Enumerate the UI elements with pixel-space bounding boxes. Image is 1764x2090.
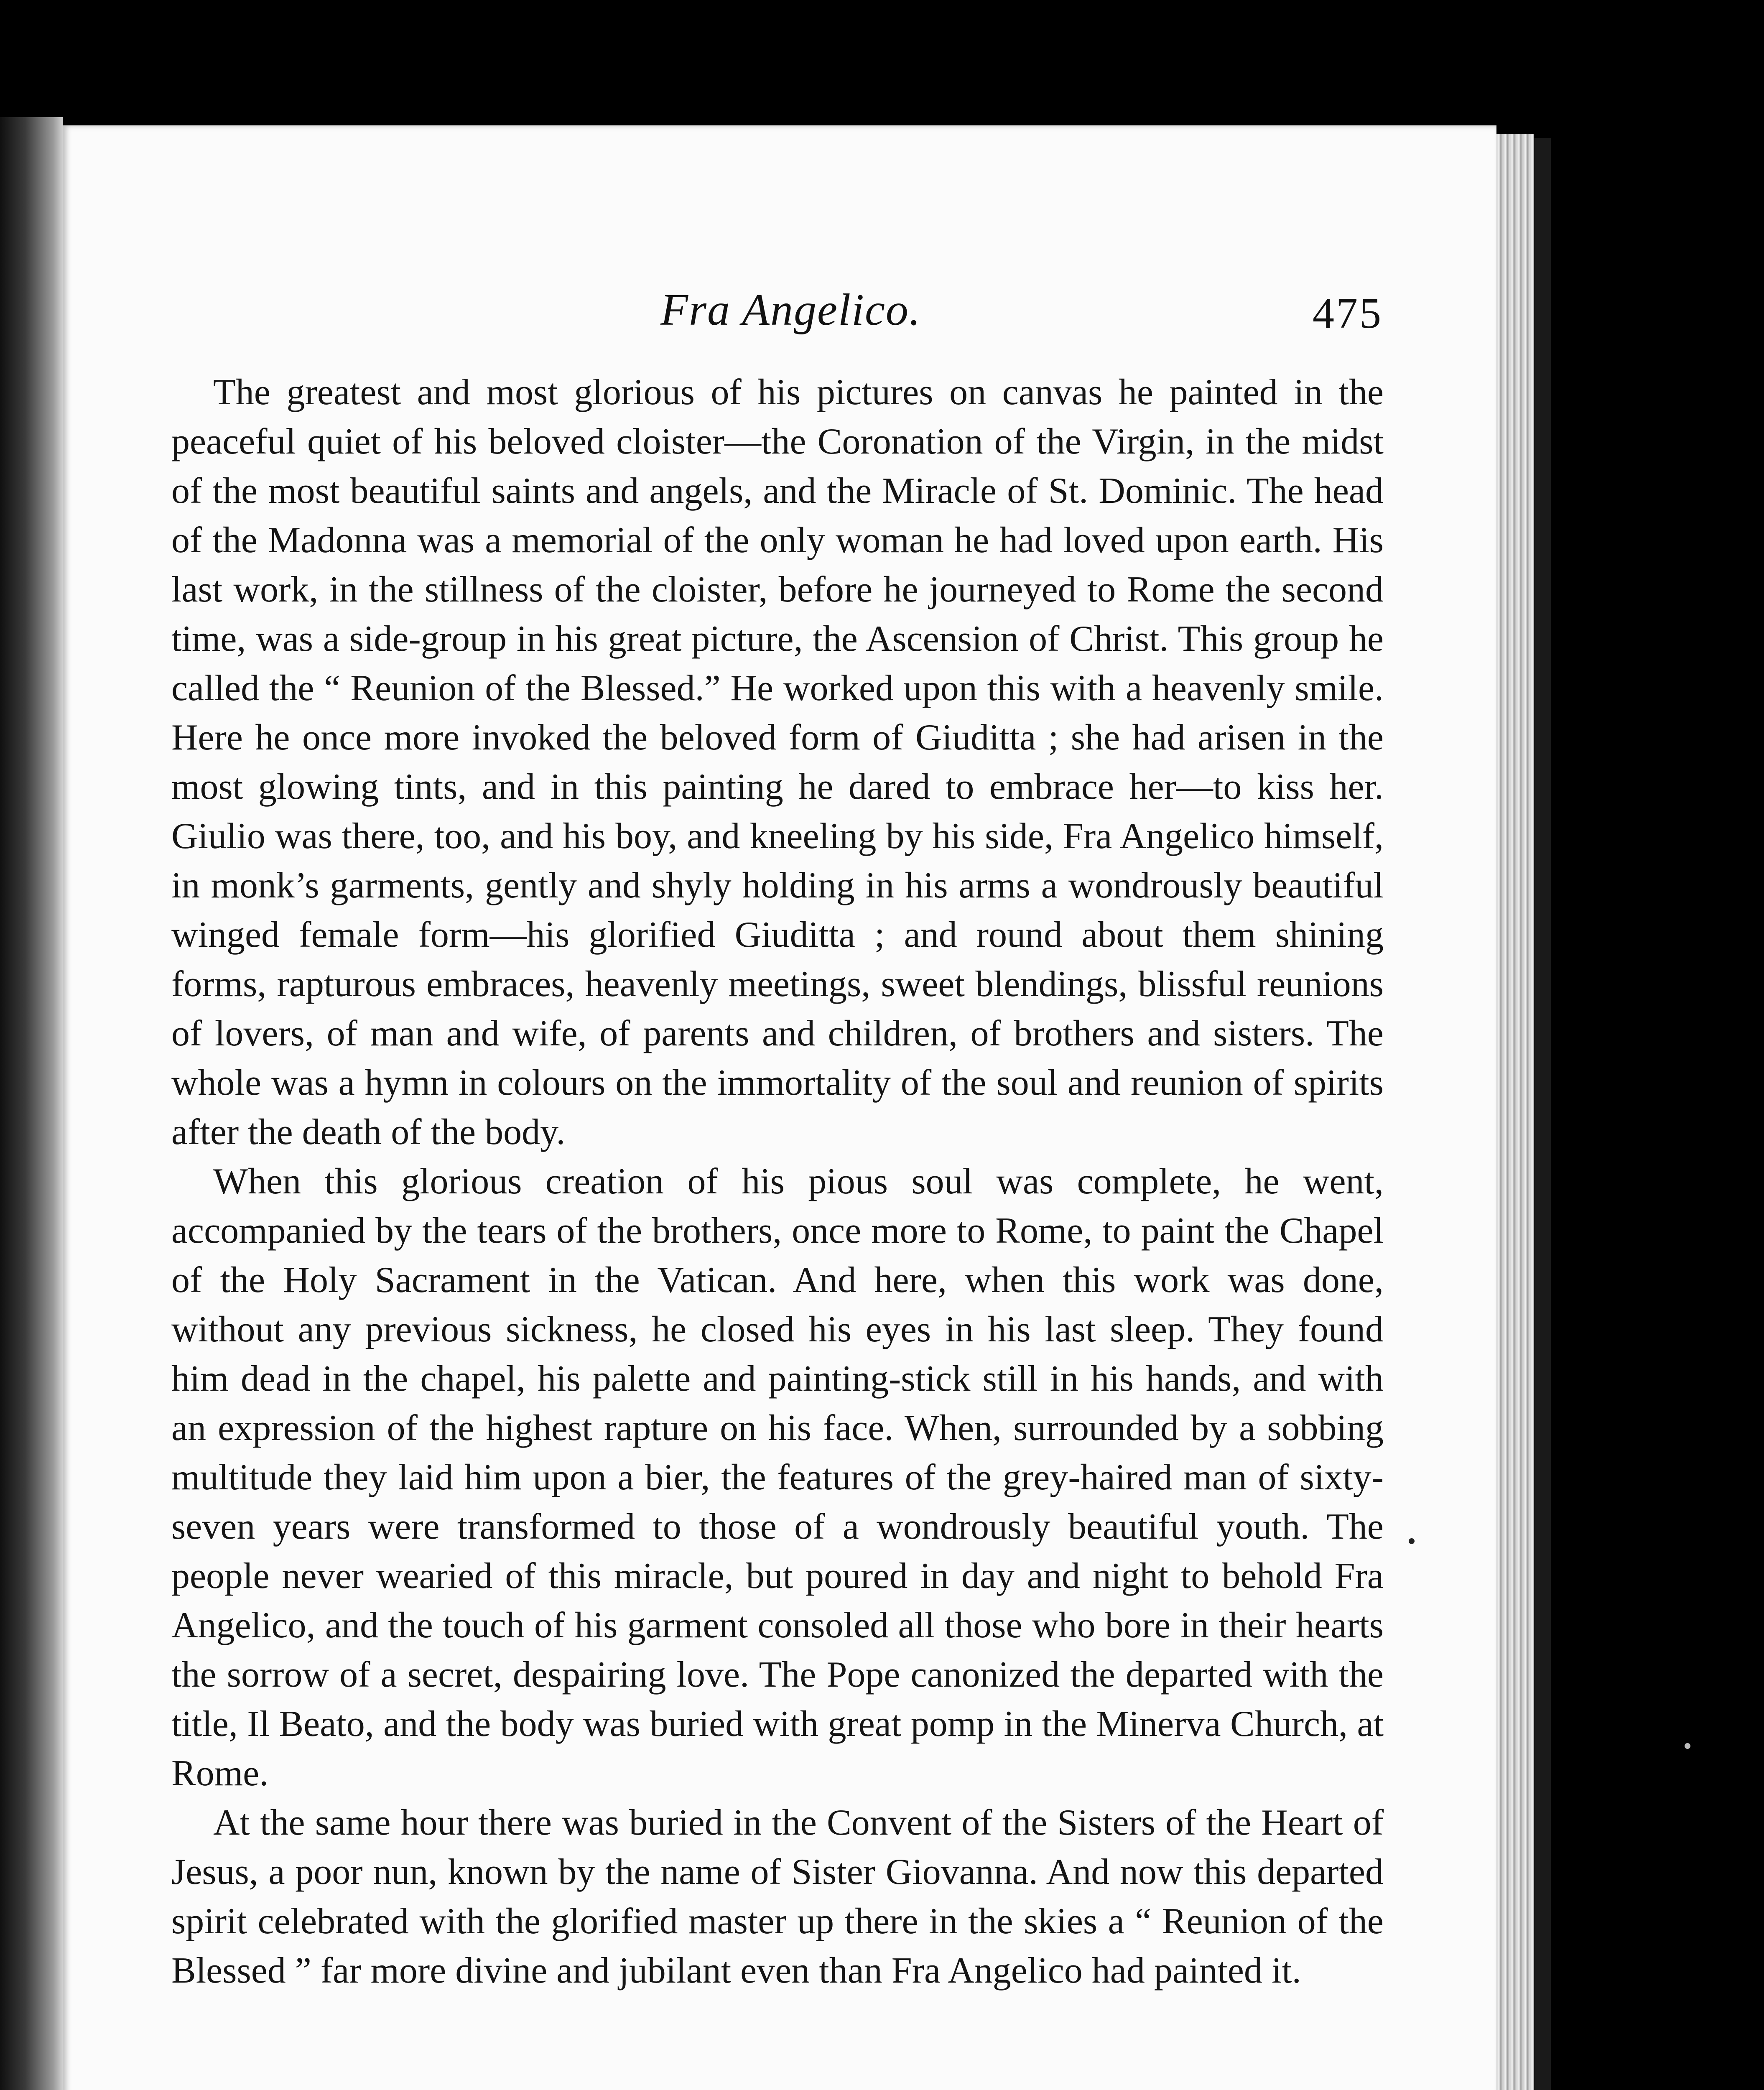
running-head: Fra Angelico. <box>660 285 921 335</box>
paragraph-1: The greatest and most glorious of his pictures on canvas he painted in the peaceful quiet of his beloved cloister—the Coronation of the Virgin, in the midst of the most beautiful saints and angels, and the Miracle of St. Dominic. The head of the Madonna was a memorial of the only woman he had loved upon earth. His last work, in the stillness of the cloister, before he journeyed to Rome the second time, was a side-group in his great picture, the Ascension of Christ. This group he called the “ Reunion of the Blessed.” He worked upon this with a heavenly smile. Here he once more invoked the beloved form of Giuditta ; she had arisen in the most glowing tints, and in this painting he dared to embrace her—to kiss her. Giulio was there, too, and his boy, and kneeling by his side, Fra Angelico himself, in monk’s garments, gently and shyly holding in his arms a wondrously beautiful winged female form—his glorified Giuditta ; and round about them shining forms, rapturous embraces, heavenly meetings, sweet blendings, blissful reunions of lovers, of man and wife, of parents and children, of brothers and sisters. The whole was a hymn in colours on the immortality of the soul and reunion of spirits after the death of the body. <box>171 372 1384 1152</box>
binding-shadow <box>1534 138 1551 2090</box>
scan-speck <box>1685 1743 1690 1749</box>
page-stack-edge <box>1496 134 1534 2090</box>
paragraph-3: At the same hour there was buried in the Convent of the Sisters of the Heart of Jesus, a poor nun, known by the name of Sister Giovanna. And now this departed spirit celebrated with the glorified master up there in the skies a “ Reunion of the Blessed ” far more divine and jubilant even than Fra Angelico had painted it. <box>171 1802 1384 1991</box>
page-number: 475 <box>1313 289 1383 337</box>
body-text <box>171 368 1384 1996</box>
paragraph-2: When this glorious creation of his pious soul was complete, he went, accompanied by the tears of the brothers, once more to Rome, to paint the Chapel of the Holy Sacrament in the Vatican. And here, when this work was done, without any previous sickness, he closed his eyes in his last sleep. They found him dead in the chapel, his palette and painting-stick still in his hands, and with an expression of the highest rapture on his face. When, surrounded by a sobbing multitude they laid him upon a bier, the features of the grey-haired man of sixty-seven years were transformed to those of a wondrously beautiful youth. The people never wearied of this miracle, but poured in day and night to behold Fra Angelico, and the touch of his garment consoled all those who bore in their hearts the sorrow of a secret, despairing love. The Pope canonized the departed with the title, Il Beato, and the body was buried with great pomp in the Minerva Church, at Rome. <box>171 1161 1384 1794</box>
scan-speck <box>1409 1538 1415 1544</box>
scan-shadow-left <box>0 117 63 2090</box>
